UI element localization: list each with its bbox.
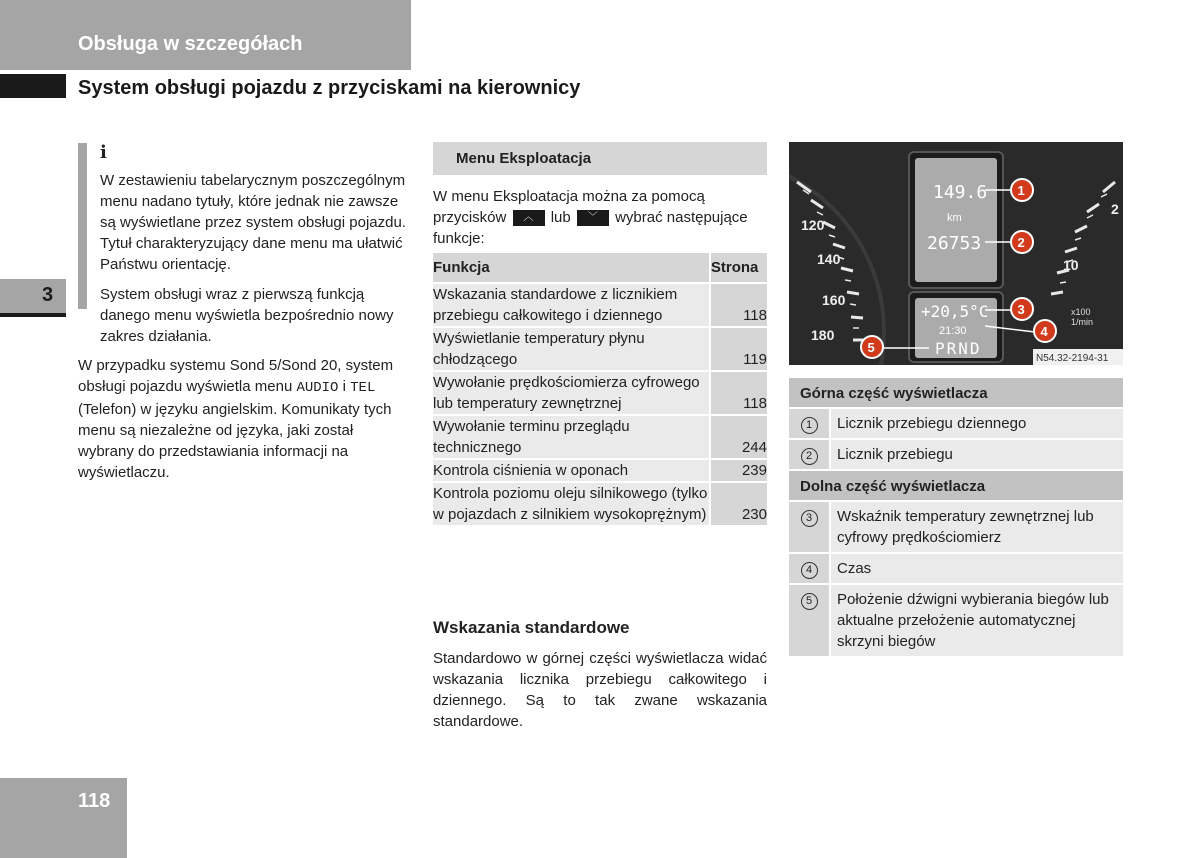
text-span: i [338,378,351,395]
down-key-icon: ﹀ [577,210,609,226]
column-header-page: Strona [710,253,767,283]
legend-text: Czas [830,553,1123,584]
standard-paragraph: Standardowo w górnej części wyświetlacza widać wskazania licznika przebiegu całkowitego i dziennego. Są to tak zwane wskazania standardowe. [433,650,767,730]
table-row [433,283,767,327]
upper-display-heading: Górna część wyświetlacza [789,377,1123,408]
menu-name-tel: TEL [350,380,376,396]
column-header-function: Funkcja [433,253,710,283]
odometer-reading: 26753 [927,233,982,254]
speed-tick-label: 120 [801,217,825,233]
menu-heading: Menu Eksploatacja [456,150,592,167]
speed-tick-label: 160 [822,292,846,308]
circled-number: 1 [801,417,818,434]
legend-text: Licznik przebiegu dziennego [830,408,1123,439]
function-cell: Wywołanie terminu przeglądu technicznego [433,415,710,459]
rpm-tick-label: 2 [1111,201,1119,217]
menu-intro [433,186,767,249]
table-row [433,327,767,371]
callout-number: 3 [1017,302,1025,317]
temperature-reading: +20,5°C [921,302,989,321]
chapter-tab [0,279,66,317]
unit-km: km [947,212,962,224]
legend-number [789,439,830,470]
page-cell: 119 [710,327,767,371]
function-cell: Kontrola ciśnienia w oponach [433,459,710,482]
rpm-unit: 1/min [1071,317,1094,327]
instrument-cluster-image [789,142,1123,365]
legend-row [789,553,1123,584]
function-cell: Wyświetlanie temperatury płynu chłodzącego [433,327,710,371]
text-span: W przypadku systemu Sond 5/Sond 20, system obsługi pojazdu wyświetla menu [78,357,394,395]
circled-number: 5 [801,593,818,610]
callout-number: 2 [1017,235,1025,250]
table-row [433,371,767,415]
speed-tick-label: 180 [811,327,835,343]
legend-number [789,553,830,584]
up-key-icon: ︿ [513,210,545,226]
note-bar [78,143,87,309]
menu-name-audio: AUDIO [296,380,339,396]
table-header [433,253,767,283]
function-cell: Wywołanie prędkościomierza cyfrowego lub temperatury zewnętrznej [433,371,710,415]
legend-number [789,584,830,656]
image-code: N54.32-2194-31 [1036,353,1109,364]
legend-text: Wskaźnik temperatury zewnętrznej lub cyfrowy prędkościomierz [830,501,1123,553]
legend-number [789,501,830,553]
chapter-number: 3 [42,284,54,306]
table-row [433,459,767,482]
page-title: System obsługi pojazdu z przyciskami na kierownicy [78,77,581,99]
text-span: lub [550,209,571,226]
callout-number: 4 [1040,324,1048,339]
legend-row [789,439,1123,470]
note-paragraph: System obsługi wraz z pierwszą funkcją danego menu wyświetla bezpośrednio nowy zakres działania. [100,286,394,345]
trip-reading: 149.6 [933,182,988,203]
page-number: 118 [78,790,111,812]
page-cell: 118 [710,371,767,415]
lower-display-heading: Dolna część wyświetlacza [789,470,1123,501]
gear-indicator: PRND [935,339,982,358]
info-icon: i [100,142,107,163]
body-paragraph [78,355,411,483]
section-row [789,470,1123,501]
callout-number: 1 [1017,183,1025,198]
legend-row [789,584,1123,656]
text-span: (Telefon) w języku angielskim. Komunikaty tych menu są niezależne od języka, jaki został wybrany do przedstawiania informacji na wyświetlaczu. [78,401,392,481]
callout-number: 5 [867,340,875,355]
rpm-unit: x100 [1071,307,1091,317]
legend-text: Położenie dźwigni wybierania biegów lub aktualne przełożenie automatycznej skrzyni biegów [830,584,1123,656]
circled-number: 2 [801,448,818,465]
display-legend-table [789,376,1123,656]
circled-number: 3 [801,510,818,527]
section-title: Obsługa w szczegółach [78,33,303,55]
legend-number [789,408,830,439]
table-row [433,482,767,525]
function-cell: Wskazania standardowe z licznikiem przebiegu całkowitego i dziennego [433,283,710,327]
section-row [789,377,1123,408]
cluster-svg [789,142,1123,365]
note-paragraph: W zestawieniu tabelarycznym poszczególnym menu nadano tytuły, które jednak nie zawsze są wyświetlane przez system obsługi pojazdu. Tytuł charakteryzujący dane menu ma ułatwić Państwu orientację. [100,172,406,273]
text-span: W menu Eksploatacja można za pomocą przycisków [433,188,705,226]
legend-text: Licznik przebiegu [830,439,1123,470]
legend-row [789,501,1123,553]
page-cell: 244 [710,415,767,459]
rpm-tick-label: 10 [1063,257,1079,273]
circled-number: 4 [801,562,818,579]
page-cell: 239 [710,459,767,482]
speed-tick-label: 140 [817,251,841,267]
page-cell: 230 [710,482,767,525]
title-marker [0,74,66,98]
page-cell: 118 [710,283,767,327]
text-span: wybrać następujące funkcje: [433,209,748,247]
function-cell: Kontrola poziomu oleju silnikowego (tylko w pojazdach z silnikiem wysokoprężnym) [433,482,710,525]
standard-heading: Wskazania standardowe [433,618,630,637]
legend-row [789,408,1123,439]
function-table [433,253,767,525]
clock-reading: 21:30 [939,325,967,337]
table-row [433,415,767,459]
